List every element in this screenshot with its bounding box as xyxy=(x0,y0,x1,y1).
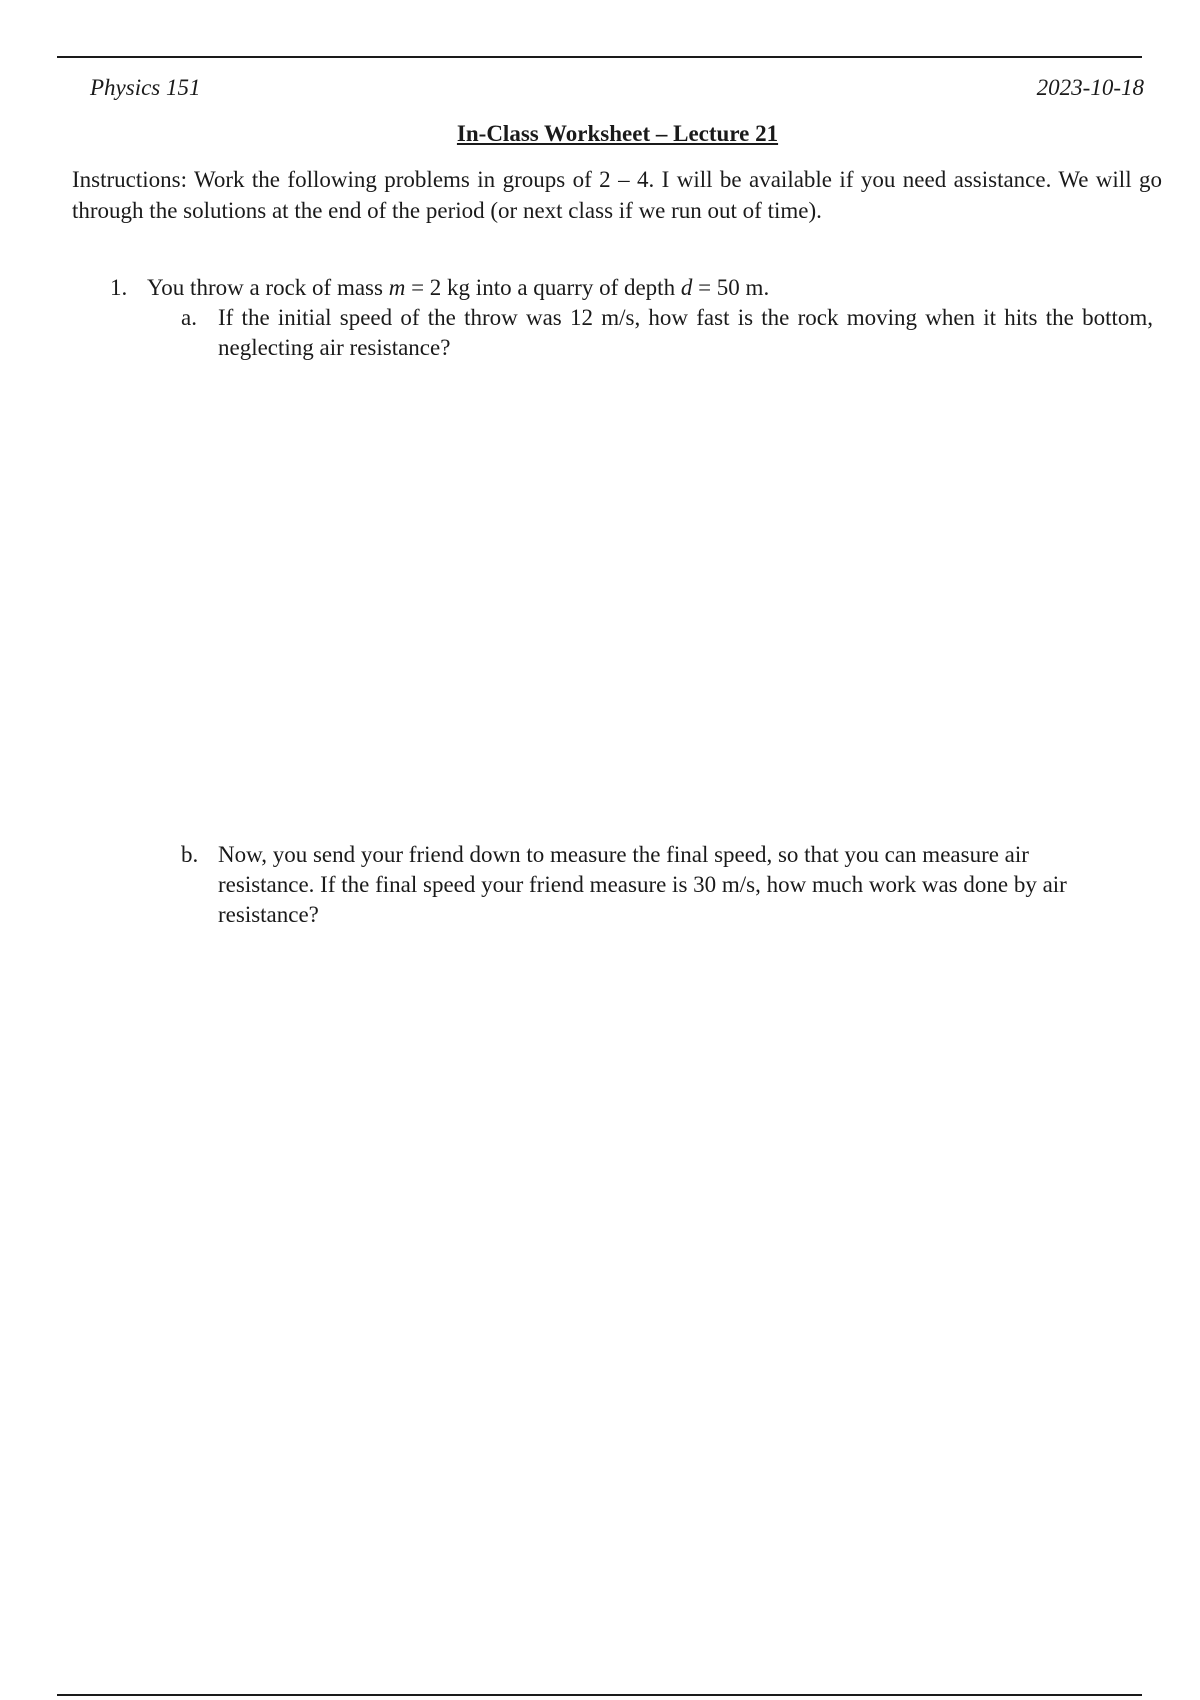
problem-1-mass-value: = 2 kg into a quarry of depth xyxy=(405,275,681,300)
problem-1-text-start: You throw a rock of mass xyxy=(147,275,389,300)
problem-1-depth-value: = 50 m. xyxy=(692,275,770,300)
part-b-line-3: resistance? xyxy=(218,902,319,927)
part-a-text: If the initial speed of the throw was 12 m/s, how fast is the rock moving when it hits the bottom, neglecting air resistance? xyxy=(218,305,1153,360)
problem-1-number: 1. xyxy=(110,275,128,300)
part-b-line-2: resistance. If the final speed your friend measure is 30 m/s, how much work was done by air xyxy=(218,872,1067,897)
part-a-letter: a. xyxy=(181,305,197,330)
course-name: Physics 151 xyxy=(90,75,201,100)
depth-variable: d xyxy=(680,275,693,300)
mass-variable: m xyxy=(388,275,406,300)
instructions-paragraph: Instructions: Work the following problems in groups of 2 – 4. I will be available if you need assistance. We will go through the solutions at the end of the period (or next class if we run out of time). xyxy=(72,167,1162,223)
part-b-line-1: Now, you send your friend down to measure the final speed, so that you can measure air xyxy=(218,842,1029,867)
problem-1-text xyxy=(147,273,1147,303)
part-b-letter: b. xyxy=(181,842,199,867)
top-rule xyxy=(57,56,1142,58)
header-date: 2023-10-18 xyxy=(1036,75,1144,100)
bottom-rule xyxy=(57,1694,1142,1696)
worksheet-title-text: In-Class Worksheet – Lecture 21 xyxy=(456,121,779,146)
worksheet-title xyxy=(0,118,1200,150)
